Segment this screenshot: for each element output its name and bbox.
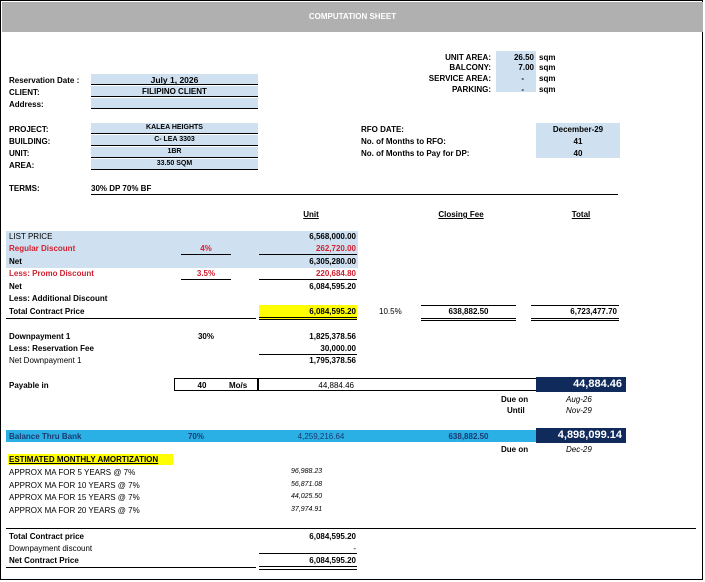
reservation-date-label: Reservation Date :: [9, 76, 80, 85]
regular-discount-label: Regular Discount: [9, 244, 76, 253]
summary-tcp-label: Total Contract price: [9, 532, 84, 541]
regular-discount-pct: 4%: [200, 244, 212, 253]
balance-amount: 4,259,216.64: [297, 432, 345, 441]
months-dp-label: No. of Months to Pay for DP:: [361, 149, 470, 158]
regular-discount-underline: [259, 254, 357, 255]
summary-ncp-double-underline: [259, 566, 357, 570]
balance-total-value: 4,898,099.14: [557, 429, 622, 441]
amortization-row-label: APPROX MA FOR 15 YEARS @ 7%: [9, 493, 140, 502]
building-value: C- LEA 3303: [154, 136, 195, 143]
closing-pct: 10.5%: [379, 307, 402, 316]
net1-value: 6,305,280.00: [309, 257, 356, 266]
client-label: CLIENT:: [9, 88, 40, 97]
client-value: FILIPINO CLIENT: [142, 87, 207, 96]
downpayment-label: Downpayment 1: [9, 332, 71, 341]
unit-area-unit: sqm: [539, 53, 556, 62]
payable-due-on-label: Due on: [501, 395, 529, 404]
net2-label: Net: [9, 282, 22, 291]
unit-area-value: 26.50: [513, 53, 534, 62]
promo-discount-label: Less: Promo Discount: [9, 269, 94, 278]
unit-label: UNIT:: [9, 149, 30, 158]
payable-months: 40: [197, 381, 207, 390]
months-to-rfo-value: 41: [573, 137, 583, 146]
building-label: BUILDING:: [9, 137, 51, 146]
payable-monthly-value: 44,884.46: [318, 381, 354, 390]
unit-area-label: UNIT AREA:: [445, 53, 491, 62]
parking-label: PARKING:: [452, 85, 491, 94]
address-cell: [91, 98, 258, 109]
summary-ncp-value: 6,084,595.20: [309, 556, 356, 565]
payable-months-unit: Mo/s: [229, 381, 248, 390]
regular-discount-pct-underline: [181, 254, 231, 255]
payable-until-label: Until: [507, 406, 525, 415]
service-area-value: -: [521, 74, 524, 83]
balance-pct: 70%: [187, 432, 204, 441]
reservation-fee-label: Less: Reservation Fee: [9, 344, 94, 353]
col-closing-fee-header: Closing Fee: [438, 210, 484, 219]
net2-value: 6,084,595.20: [309, 282, 356, 291]
terms-label: TERMS:: [9, 184, 40, 193]
summary-tcp-value: 6,084,595.20: [309, 532, 356, 541]
tcp-label: Total Contract Price: [9, 307, 85, 316]
list-price-value: 6,568,000.00: [309, 232, 356, 241]
additional-discount-label: Less: Additional Discount: [9, 294, 108, 303]
summary-ncp-label: Net Contract Price: [9, 556, 79, 565]
parking-value: -: [521, 85, 524, 94]
reservation-fee-underline: [259, 354, 357, 355]
balcony-unit: sqm: [539, 63, 556, 72]
payable-due-on-value: Aug-26: [566, 395, 592, 404]
service-area-label: SERVICE AREA:: [428, 74, 491, 83]
balance-due-on-label: Due on: [501, 445, 529, 454]
closing-fee-value: 638,882.50: [448, 307, 489, 316]
balcony-value: 7.00: [518, 63, 534, 72]
col-total-header: Total: [571, 210, 591, 219]
amortization-row-label: APPROX MA FOR 20 YEARS @ 7%: [9, 506, 140, 515]
promo-discount-pct: 3.5%: [196, 269, 216, 278]
downpayment-value: 1,825,378.56: [309, 332, 356, 341]
downpayment-pct: 30%: [197, 332, 214, 341]
project-label: PROJECT:: [9, 125, 49, 134]
amortization-row-label: APPROX MA FOR 10 YEARS @ 7%: [9, 481, 140, 490]
terms-underline: [91, 194, 618, 195]
amortization-row-value: 37,974.91: [291, 506, 323, 513]
promo-discount-value: 220,684.80: [315, 269, 356, 278]
rfo-date-label: RFO DATE:: [361, 125, 404, 134]
amortization-row-value: 96,988.23: [291, 468, 323, 475]
rfo-date-value: December-29: [552, 125, 604, 134]
reservation-date-value: July 1, 2026: [150, 75, 199, 85]
balcony-label: BALCONY:: [449, 63, 491, 72]
total-value: 6,723,477.70: [570, 307, 617, 316]
list-price-label: LIST PRICE: [9, 232, 53, 241]
promo-discount-underline: [259, 279, 357, 280]
payable-until-value: Nov-29: [566, 406, 592, 415]
promo-discount-pct-underline: [181, 279, 231, 280]
amortization-row-value: 56,871.08: [291, 481, 323, 488]
tcp-row-underline: [6, 318, 256, 319]
net-downpayment-value: 1,795,378.56: [309, 356, 356, 365]
summary-ncp-row-underline: [6, 567, 256, 568]
balance-due-on-value: Dec-29: [566, 445, 592, 454]
address-label: Address:: [9, 100, 44, 109]
balance-label: Balance Thru Bank: [9, 432, 82, 441]
col-unit-header: Unit: [303, 210, 319, 219]
parking-unit: sqm: [539, 85, 556, 94]
balance-closing: 638,882.50: [448, 432, 489, 441]
area-value: 33.50 SQM: [156, 160, 193, 167]
payable-label: Payable in: [9, 381, 49, 390]
payable-total-value: 44,884.46: [573, 378, 622, 390]
months-dp-value: 40: [573, 149, 583, 158]
sheet-title: COMPUTATION SHEET: [2, 2, 703, 32]
summary-dp-discount-value: -: [353, 544, 356, 553]
area-label: AREA:: [9, 161, 35, 170]
amortization-title: ESTIMATED MONTHLY AMORTIZATION: [9, 455, 159, 464]
months-to-rfo-label: No. of Months to RFO:: [361, 137, 446, 146]
service-area-unit: sqm: [539, 74, 556, 83]
summary-dp-discount-label: Downpayment discount: [9, 544, 93, 553]
project-value: KALEA HEIGHTS: [146, 124, 203, 131]
regular-discount-value: 262,720.00: [315, 244, 356, 253]
tcp-value: 6,084,595.20: [309, 307, 356, 316]
amortization-row-value: 44,025.50: [291, 493, 323, 500]
net1-label: Net: [9, 257, 22, 266]
summary-dp-discount-underline: [259, 553, 357, 554]
summary-divider: [6, 528, 696, 529]
amortization-row-label: APPROX MA FOR 5 YEARS @ 7%: [9, 468, 136, 477]
reservation-fee-value: 30,000.00: [320, 344, 356, 353]
net-downpayment-label: Net Downpayment 1: [9, 356, 82, 365]
terms-value: 30% DP 70% BF: [91, 184, 152, 193]
unit-value: 1BR: [167, 148, 182, 155]
